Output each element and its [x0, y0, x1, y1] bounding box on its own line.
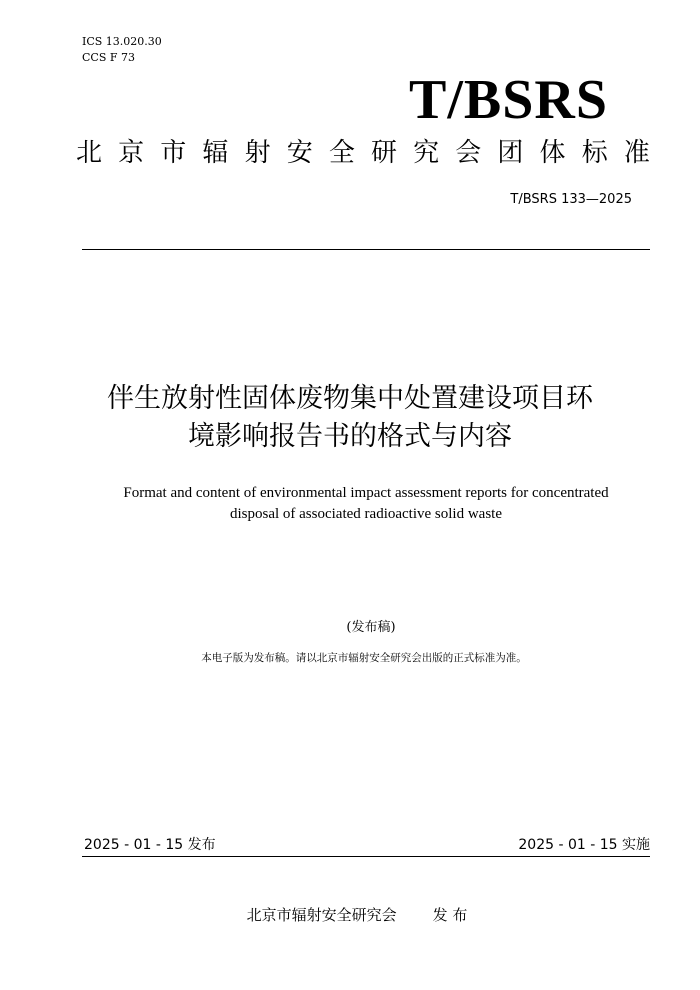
classification-codes	[82, 34, 162, 66]
english-title	[50, 483, 682, 525]
standard-logo: T/BSRS	[409, 69, 608, 131]
org-char: 京	[118, 138, 145, 168]
org-char: 准	[623, 138, 650, 168]
draft-notice: 本电子版为发布稿。请以北京市辐射安全研究会出版的正式标准为准。	[201, 652, 527, 664]
org-char: 研	[370, 138, 397, 168]
ccs-code: CCS F 73	[82, 51, 135, 64]
org-char: 辐	[202, 138, 229, 168]
org-char: 安	[286, 138, 313, 168]
chinese-title-line-2: 境影响报告书的格式与内容	[188, 421, 512, 452]
issue-date: 2025 - 01 - 15 发布	[84, 837, 216, 853]
org-char: 究	[413, 138, 440, 168]
org-char: 市	[160, 138, 187, 168]
org-char: 标	[581, 138, 608, 168]
org-char: 团	[497, 138, 524, 168]
org-char: 全	[328, 138, 355, 168]
footer-divider	[82, 856, 650, 857]
ics-code: ICS 13.020.30	[82, 35, 162, 48]
standard-number: T/BSRS 133—2025	[510, 192, 632, 207]
org-char: 会	[455, 138, 482, 168]
english-title-line-2: disposal of associated radioactive solid waste	[229, 506, 502, 522]
publish-label: 发 布	[432, 906, 468, 924]
publisher-name: 北京市辐射安全研究会	[246, 906, 397, 924]
chinese-title-line-1: 伴生放射性固体废物集中处置建设项目环	[107, 383, 593, 414]
draft-status-label: (发布稿)	[346, 620, 396, 635]
org-char: 北	[76, 138, 103, 168]
org-char: 体	[539, 138, 566, 168]
chinese-title	[50, 380, 650, 456]
publisher-line	[0, 904, 700, 926]
org-char: 射	[244, 138, 271, 168]
header-divider	[82, 249, 650, 250]
english-title-line-1: Format and content of environmental impact assessment reports for concentrated	[123, 485, 609, 501]
implementation-date: 2025 - 01 - 15 实施	[518, 837, 650, 853]
organization-standard-heading	[76, 136, 650, 170]
